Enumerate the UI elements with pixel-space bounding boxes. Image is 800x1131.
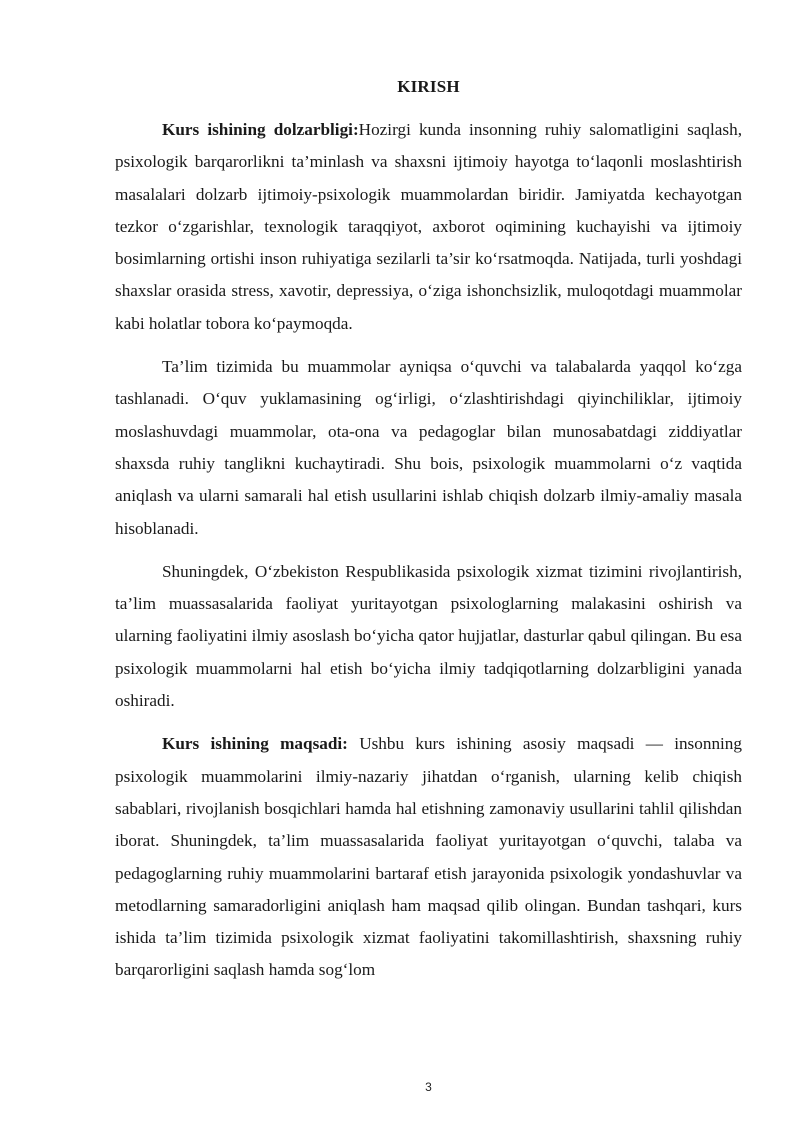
paragraph-text: Ushbu kurs ishining asosiy maqsadi — insonning psixologik muammolarini ilmiy-nazariy jihatdan o‘rganish, ularning kelib chiqish sabablari, rivojlanish bosqichlari hamda hal etishning zamonaviy usullarini tahlil qilishdan iborat. Shuningdek, ta’lim muassasalarida faoliyat yuritayotgan o‘quvchi, talaba va pedagoglarning ruhiy muammolarini bartaraf etish jarayonida psixologik yondashuvlar va metodlarning samaradorligini aniqlash ham maqsad qilib olingan. Bundan tashqari, kurs ishida ta’lim tizimida psixologik xizmat faoliyatini takomillashtirish, shaxsning ruhiy barqarorligini saqlash hamda sog‘lom: [115, 734, 742, 980]
document-page: [115, 72, 742, 998]
paragraph-text: Ta’lim tizimida bu muammolar ayniqsa o‘quvchi va talabalarda yaqqol ko‘zga tashlanadi. O‘quv yuklamasining og‘irligi, o‘zlashtirishdagi qiyinchiliklar, ijtimoiy moslashuvdagi muammolar, ota-ona va pedagoglar bilan munosabatdagi ziddiyatlar shaxsda ruhiy tanglikni kuchaytiradi. Shu bois, psixologik muammolarni o‘z vaqtida aniqlash va ularni samarali hal etish usullarini ishlab chiqish dolzarb ilmiy-amaliy masala hisoblanadi.: [115, 357, 742, 538]
paragraph-lead: Kurs ishining maqsadi:: [162, 734, 348, 754]
paragraph-education: [115, 351, 742, 545]
paragraph-lead: Kurs ishining dolzarbligi:: [162, 120, 359, 139]
paragraph-text: Shuningdek, O‘zbekiston Respublikasida psixologik xizmat tizimini rivojlantirish, ta’lim muassasalarida faoliyat yuritayotgan psixologlarning malakasini oshirish va ularning faoliyatini ilmiy asoslash bo‘yicha qator hujjatlar, dasturlar qabul qilingan. Bu esa psixologik muammolarni hal etish bo‘yicha ilmiy tadqiqotlarning dolzarbligini yanada oshiradi.: [115, 561, 742, 711]
section-title: KIRISH: [397, 77, 460, 96]
paragraph-goal: [115, 728, 742, 986]
paragraph-relevance: [115, 114, 742, 340]
paragraph-uzbekistan: [115, 556, 742, 717]
page-number: 3: [425, 1080, 432, 1094]
paragraph-text: Hozirgi kunda insonning ruhiy salomatligini saqlash, psixologik barqarorlikni ta’minlash va shaxsni ijtimoiy hayotga to‘laqonli moslashtirish masalalari dolzarb ijtimoiy-psixologik muammolardan biridir. Jamiyatda kechayotgan tezkor o‘zgarishlar, texnologik taraqqiyot, axborot oqimining kuchayishi va ijtimoiy bosimlarning ortishi inson ruhiyatiga sezilarli ta’sir ko‘rsatmoqda. Natijada, turli yoshdagi shaxslar orasida stress, xavotir, depressiya, o‘ziga ishonchsizlik, muloqotdagi muammolar kabi holatlar tobora ko‘paymoqda.: [115, 120, 742, 333]
